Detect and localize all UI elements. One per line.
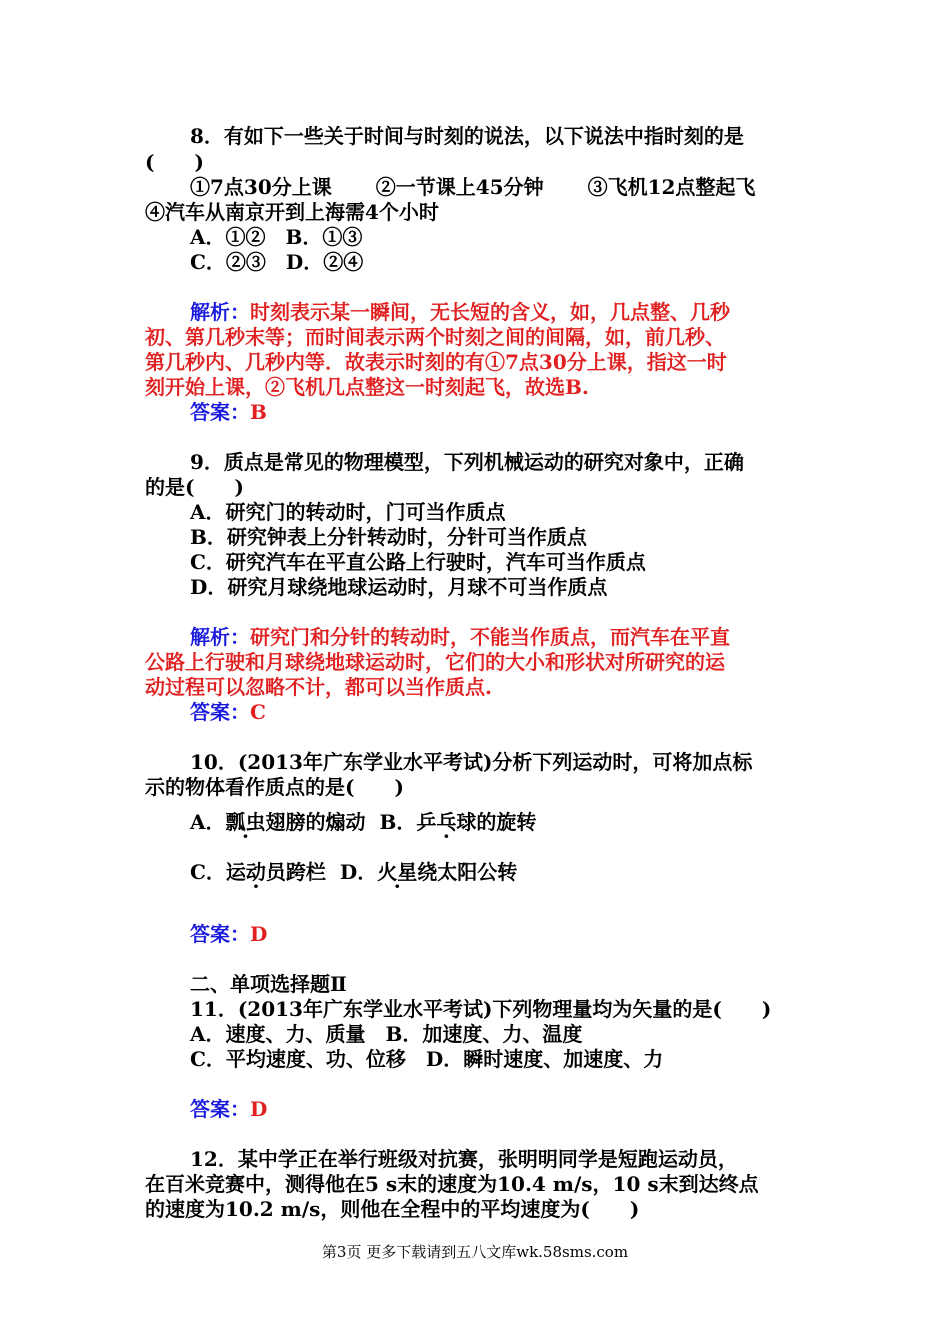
q10-options-cd bbox=[190, 860, 810, 885]
q9-option-b: B．研究钟表上分针转动时，分针可当作质点 bbox=[190, 525, 587, 549]
q10-stem: 10．(2013年广东学业水平考试)分析下列运动时，可将加点标 bbox=[190, 750, 753, 774]
q9-option-c: C．研究汽车在平直公路上行驶时，汽车可当作质点 bbox=[190, 550, 646, 574]
q9-answer: C bbox=[250, 700, 266, 724]
q11-options-cd: C．平均速度、功、位移 D．瞬时速度、加速度、力 bbox=[190, 1047, 664, 1071]
dotted-word: 乒乓球 bbox=[416, 810, 477, 834]
option-text: 绕太阳公转 bbox=[417, 860, 518, 884]
q9-analysis-line bbox=[190, 625, 810, 650]
q8-item-3: ③飞机12点整起飞 bbox=[587, 175, 756, 199]
q11-answer: D bbox=[250, 1097, 268, 1121]
q10-answer-line bbox=[190, 922, 810, 947]
dotted-word: 火星 bbox=[377, 860, 418, 884]
q8-item-4: ④汽车从南京开到上海需4个小时 bbox=[145, 200, 439, 224]
answer-label: 答案： bbox=[190, 400, 250, 424]
q9-analysis-text: 公路上行驶和月球绕地球运动时，它们的大小和形状对所研究的运 bbox=[145, 650, 725, 674]
answer-label: 答案： bbox=[190, 922, 250, 946]
q11-stem: 11．(2013年广东学业水平考试)下列物理量均为矢量的是( ) bbox=[190, 997, 772, 1021]
q8-stem-paren: ( ) bbox=[145, 150, 204, 174]
q8-answer: B bbox=[250, 400, 267, 424]
dotted-word: 运动员 bbox=[225, 860, 286, 884]
q8-stem: 8．有如下一些关于时间与时刻的说法，以下说法中指时刻的是 bbox=[190, 124, 744, 148]
q8-items-line bbox=[190, 175, 810, 200]
option-prefix: C． bbox=[190, 860, 226, 884]
option-text: 跨栏 bbox=[285, 860, 326, 884]
q10-answer: D bbox=[250, 922, 268, 946]
answer-label: 答案： bbox=[190, 700, 250, 724]
analysis-label: 解析： bbox=[190, 300, 250, 324]
option-prefix: B． bbox=[379, 810, 417, 834]
q8-analysis-text: 初、第几秒末等；而时间表示两个时刻之间的间隔，如，前几秒、 bbox=[145, 325, 725, 349]
q9-option-d: D．研究月球绕地球运动时，月球不可当作质点 bbox=[190, 575, 608, 599]
section-heading: 二、单项选择题Ⅱ bbox=[190, 972, 347, 996]
q8-answer-line bbox=[190, 400, 810, 425]
q9-stem: 9．质点是常见的物理模型，下列机械运动的研究对象中，正确 bbox=[190, 450, 744, 474]
q8-item-1: ①7点30分上课 bbox=[190, 175, 332, 199]
q8-analysis-line bbox=[190, 300, 810, 325]
q8-options-ab: A．①② B．①③ bbox=[190, 225, 363, 249]
page-footer: 第3页 更多下载请到五八文库wk.58sms.com bbox=[321, 1243, 629, 1261]
q10-options-ab bbox=[190, 810, 810, 835]
q11-options-ab: A．速度、力、质量 B．加速度、力、温度 bbox=[190, 1022, 583, 1046]
dotted-word: 瓢虫 bbox=[225, 810, 266, 834]
q12-line: 12．某中学正在举行班级对抗赛，张明明同学是短跑运动员， bbox=[190, 1147, 738, 1171]
q8-item-2: ②一节课上45分钟 bbox=[375, 175, 544, 199]
analysis-label: 解析： bbox=[190, 625, 250, 649]
q12-line: 在百米竞赛中，测得他在5 s末的速度为10.4 m/s，10 s末到达终点 bbox=[145, 1172, 759, 1196]
option-text: 翅膀的煽动 bbox=[265, 810, 366, 834]
q9-analysis-text: 动过程可以忽略不计，都可以当作质点. bbox=[145, 675, 492, 699]
option-prefix: A． bbox=[190, 810, 226, 834]
q12-line: 的速度为10.2 m/s，则他在全程中的平均速度为( ) bbox=[145, 1197, 640, 1221]
q11-answer-line bbox=[190, 1097, 810, 1122]
answer-label: 答案： bbox=[190, 1097, 250, 1121]
q9-stem-end: 的是( ) bbox=[145, 475, 244, 499]
q8-options-cd: C．②③ D．②④ bbox=[190, 250, 364, 274]
q8-analysis-text: 刻开始上课，②飞机几点整这一时刻起飞，故选B. bbox=[145, 375, 589, 399]
q9-answer-line bbox=[190, 700, 810, 725]
q8-analysis-text: 第几秒内、几秒内等．故表示时刻的有①7点30分上课，指这一时 bbox=[145, 350, 727, 374]
q9-option-a: A．研究门的转动时，门可当作质点 bbox=[190, 500, 506, 524]
q10-stem-end: 示的物体看作质点的是( ) bbox=[145, 775, 404, 799]
q8-analysis-text: 时刻表示某一瞬间，无长短的含义，如，几点整、几秒 bbox=[250, 300, 730, 324]
q9-analysis-text: 研究门和分针的转动时，不能当作质点，而汽车在平直 bbox=[250, 625, 730, 649]
option-text: 的旋转 bbox=[476, 810, 537, 834]
option-prefix: D． bbox=[339, 860, 378, 884]
